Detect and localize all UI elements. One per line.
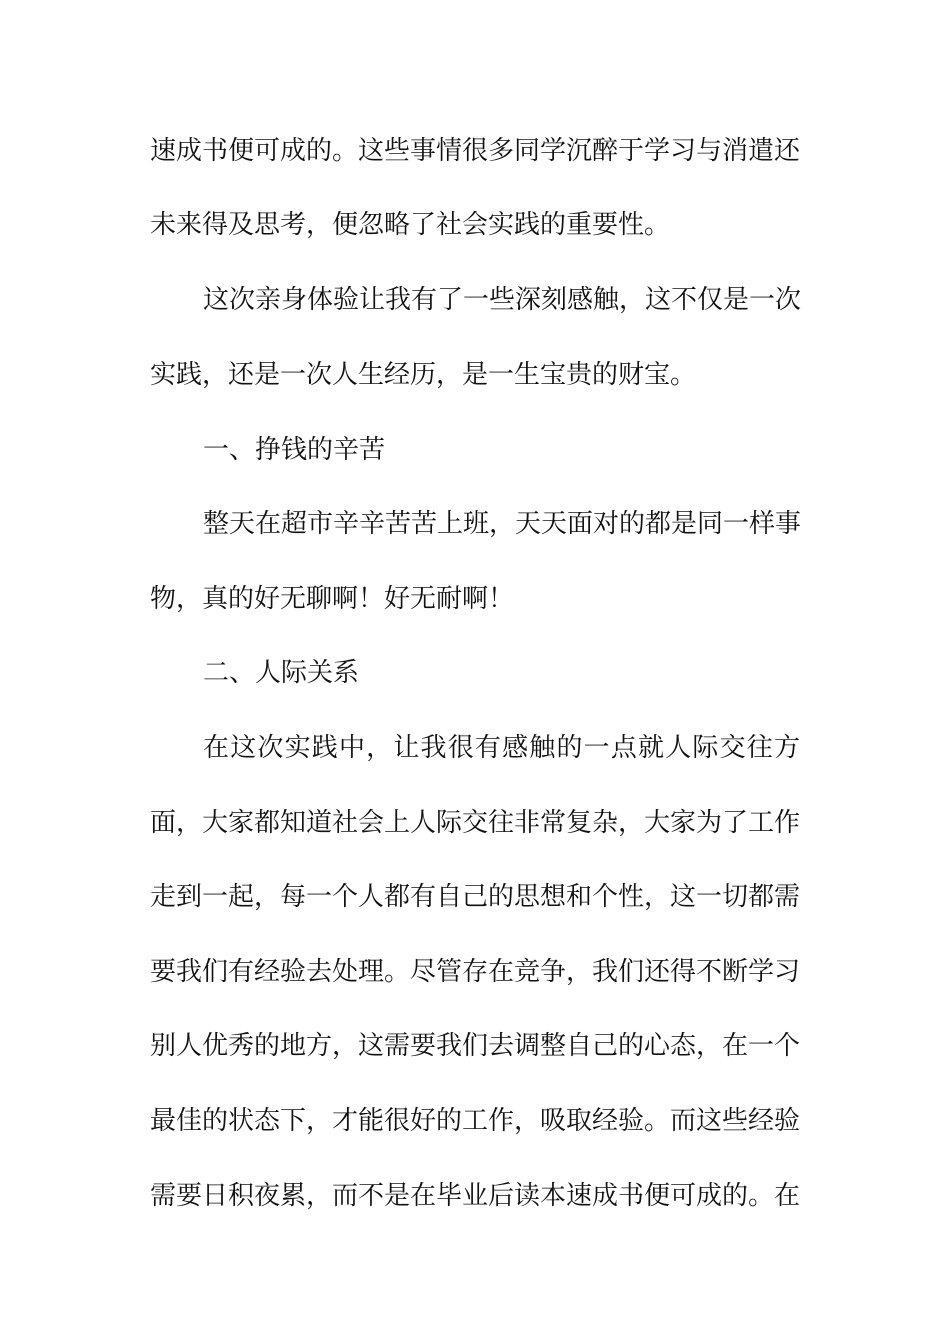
paragraph-line-9: 走到一起，每一个人都有自己的思想和个性，这一切都需: [150, 882, 801, 912]
paragraph-line-13: 需要日积夜累，而不是在毕业后读本速成书便可成的。在: [150, 1181, 801, 1211]
paragraph-line-7: 在这次实践中，让我很有感触的一点就人际交往方: [203, 733, 800, 763]
paragraph-line-11: 别人优秀的地方，这需要我们去调整自己的心态，在一个: [150, 1031, 801, 1061]
paragraph-line-1: 速成书便可成的。这些事情很多同学沉醉于学习与消遣还: [150, 136, 801, 166]
paragraph-line-4: 实践，还是一次人生经历，是一生宝贵的财宝。: [150, 360, 697, 390]
paragraph-line-3: 这次亲身体验让我有了一些深刻感触，这不仅是一次: [203, 285, 802, 315]
section-heading-1: 一、挣钱的辛苦: [203, 435, 386, 465]
paragraph-line-8: 面，大家都知道社会上人际交往非常复杂，大家为了工作: [150, 808, 801, 838]
section-heading-2: 二、人际关系: [203, 658, 360, 688]
paragraph-line-6: 物，真的好无聊啊！好无耐啊！: [150, 584, 515, 614]
paragraph-line-2: 未来得及思考，便忽略了社会实践的重要性。: [150, 210, 671, 240]
paragraph-line-5: 整天在超市辛辛苦苦上班，天天面对的都是同一样事: [203, 509, 802, 539]
paragraph-line-12: 最佳的状态下，才能很好的工作，吸取经验。而这些经验: [150, 1106, 801, 1136]
paragraph-line-10: 要我们有经验去处理。尽管存在竞争，我们还得不断学习: [150, 957, 801, 987]
